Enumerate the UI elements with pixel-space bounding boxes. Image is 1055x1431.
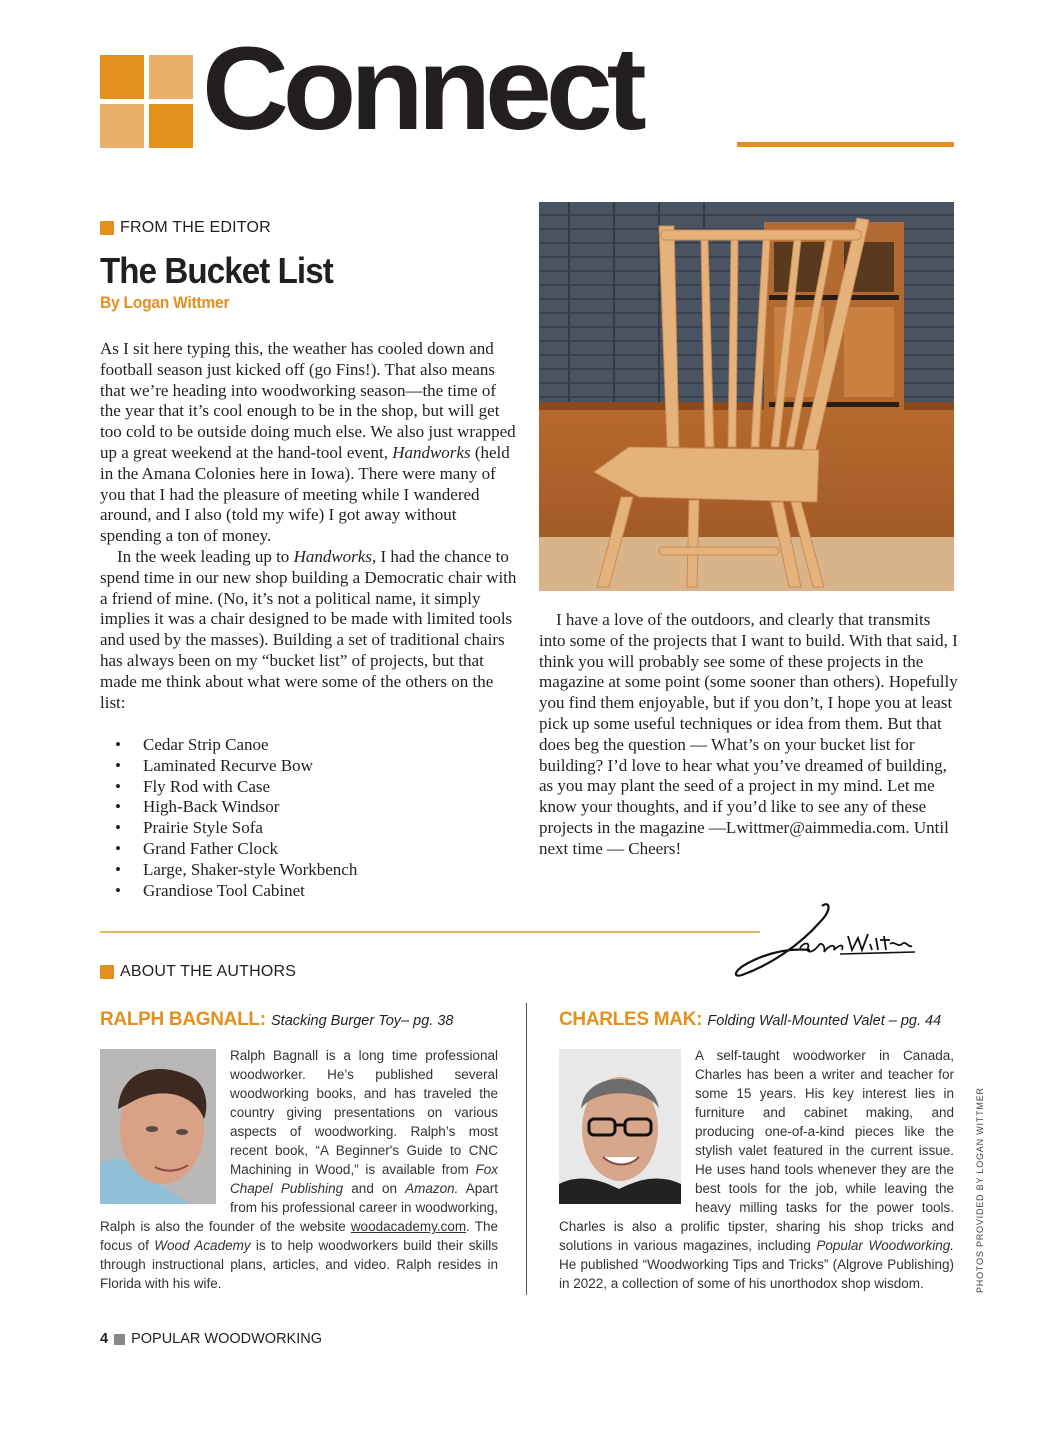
masthead-rule [737, 142, 954, 147]
logo-square [100, 104, 144, 148]
chair-photo [539, 202, 954, 591]
article-body-left [100, 339, 520, 713]
authors-kicker-label: ABOUT THE AUTHORS [120, 963, 297, 980]
author-bio-ralph: Ralph Bagnall is a long time professional woodworker. He’s published several woodworking books, and has traveled the country giving presentations on various aspects of woodworking. Ralph’s most recent book, “A Beginner's Guide to CNC Machining in Wood,” is available from Fox Chapel Publishing and on Amazon. Apart from his professional career in woodworking, Ralph is also the founder of the website woodacademy.com. The focus of Wood Academy is to help woodworkers build their skills through instructional plans, articles, and video. Ralph resides in Florida with his wife. [100, 1048, 498, 1291]
authors-kicker [100, 963, 296, 981]
publication-name: POPULAR WOODWORKING [131, 1331, 323, 1347]
editor-kicker [100, 219, 271, 237]
column-separator [526, 1003, 527, 1295]
chair-illustration [539, 202, 954, 591]
page-number: 4 [100, 1331, 109, 1347]
photo-wrap-spacer [100, 1046, 230, 1206]
page-folio [100, 1331, 322, 1347]
list-item: • Fly Rod with Case [115, 777, 357, 798]
author-bio-charles: A self-taught woodworker in Canada, Charles has been a writer and teacher for some 15 years. His key interest lies in furniture and cabinet making, and producing one-of-a-kind pieces like the stylish valet featured in the current issue. He uses hand tools whenever they are the best tools for the job, while leaving the heavy milling tasks for the power tools. Charles is also a prolific tipster, sharing his shop tricks and solutions in various magazines, including Popular Woodworking. He published “Woodworking Tips and Tricks” (Algrove Publishing) in 2022, a collection of some of his unorthodox shop wisdom. [559, 1048, 954, 1291]
author-name: CHARLES MAK: [559, 1009, 703, 1030]
photo-wrap-spacer [559, 1046, 695, 1206]
editor-signature [730, 900, 920, 980]
logo-square [149, 55, 193, 99]
editor-kicker-label: FROM THE EDITOR [120, 219, 271, 236]
list-item: • Cedar Strip Canoe [115, 735, 357, 756]
list-item: • Grand Father Clock [115, 839, 357, 860]
signature-icon [730, 900, 920, 980]
kicker-square-icon [100, 221, 114, 235]
body-paragraph: As I sit here typing this, the weather has cooled down and football season just kicked off (go Fins!). That also means that we’re heading into woodworking season—the time of the year that it’s cool enough to be in the shop, but will get too cold to be outside doing much else. We also just wrapped up a great weekend at the hand-tool event, Handworks (held in the Amana Colonies here in Iowa). There were many of you that I had the pleasure of meeting while I wandered around, and I also (told my wife) I got away without spending a ton of money. [100, 339, 516, 546]
body-paragraph: In the week leading up to Handworks, I had the chance to spend time in our new shop building a Democratic chair with a friend of mine. (No, it’s not a political name, it simply implies it was a chair designed to be made with limited tools and used by the masses). Building a set of traditional chairs has always been on my “bucket list” of projects, but that made me think about what were some of the others on the list: [100, 546, 517, 712]
list-item: • Grandiose Tool Cabinet [115, 881, 357, 902]
author-name: RALPH BAGNALL: [100, 1009, 266, 1030]
article-byline: By Logan Wittmer [100, 293, 230, 312]
kicker-square-icon [100, 965, 114, 979]
photo-credit: PHOTOS PROVIDED BY LOGAN WITTMER [975, 1087, 985, 1293]
section-divider [100, 931, 760, 933]
logo-square [100, 55, 144, 99]
connect-logo-grid [100, 55, 193, 148]
author-heading-ralph [100, 1009, 453, 1032]
body-paragraph: I have a love of the outdoors, and clearly that transmits into some of the projects that I want to build. With that said, I think you will probably see some of these projects in the magazine at some point (some sooner than others). Hopefully you find them enjoyable, but if you don’t, I hope you at least pick up some useful techniques or idea from them. But that does beg the question — What’s on your bucket list for building? I’d love to hear what you’ve dreamed of building, as you may plant the seed of a project in my mind. Let me know your thoughts, and if you’d like to see any of these projects in the magazine —Lwittmer@aimmedia.com. Until next time — Cheers! [539, 610, 958, 858]
article-body-right [539, 610, 959, 860]
author-article-ref: Stacking Burger Toy– pg. 38 [271, 1013, 454, 1029]
folio-square-icon [114, 1334, 125, 1345]
list-item: • Large, Shaker-style Workbench [115, 860, 357, 881]
logo-square [149, 104, 193, 148]
list-item: • High-Back Windsor [115, 797, 357, 818]
author-article-ref: Folding Wall-Mounted Valet – pg. 44 [707, 1013, 942, 1029]
woodacademy-link[interactable]: woodacademy.com [350, 1219, 467, 1234]
article-title: The Bucket List [100, 250, 333, 291]
list-item: • Prairie Style Sofa [115, 818, 357, 839]
section-masthead: Connect [202, 23, 641, 155]
author-heading-charles [559, 1009, 941, 1032]
list-item: • Laminated Recurve Bow [115, 756, 357, 777]
bucket-list [115, 735, 357, 901]
